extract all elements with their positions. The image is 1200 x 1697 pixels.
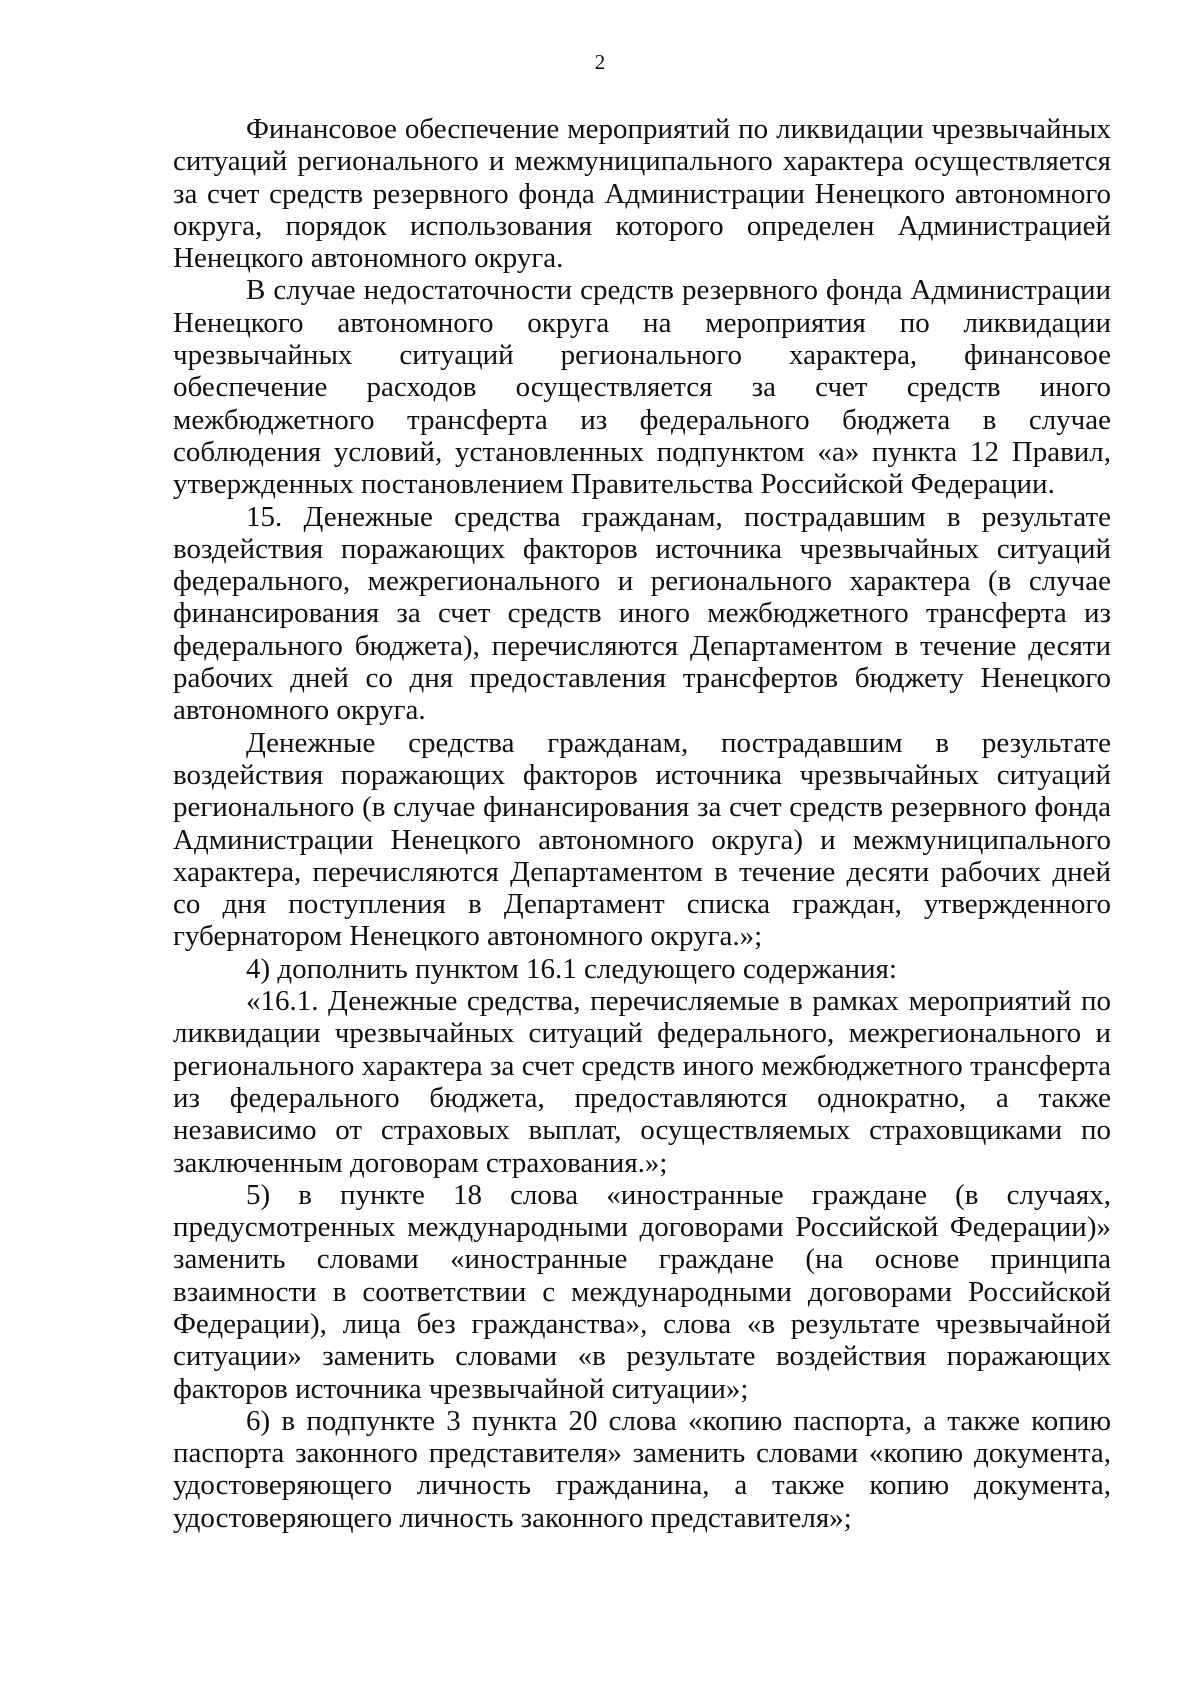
paragraph-insufficient-funds: В случае недостаточности средств резервного фонда Администрации Ненецкого автономного округа на мероприятия по ликвидации чрезвычайных ситуаций регионального характера, финансовое обеспечение расходов осуществляется за счет средств иного межбюджетного трансферта из федерального бюджета в случае соблюдения условий, установленных подпунктом «а» пункта 12 Правил, утвержденных постановлением Правительства Российской Федерации. <box>173 274 1111 501</box>
paragraph-amendment-4: 4) дополнить пунктом 16.1 следующего содержания: <box>246 952 897 985</box>
paragraph-item-15: 15. Денежные средства гражданам, пострадавшим в результате воздействия поражающих факторов источника чрезвычайных ситуаций федерального, межрегионального и регионального характера (в случае финансирования за счет средств иного межбюджетного трансферта из федерального бюджета), перечисляются Департаментом в течение десяти рабочих дней со дня предоставления трансфертов бюджету Ненецкого автономного округа. <box>173 500 1111 727</box>
document-body <box>173 113 1111 1534</box>
paragraph-financing: Финансовое обеспечение мероприятий по ликвидации чрезвычайных ситуаций регионального и межмуниципального характера осуществляется за счет средств резервного фонда Администрации Ненецкого автономного округа, порядок использования которого определен Администрацией Ненецкого автономного округа. <box>173 113 1111 275</box>
page-number: 2 <box>594 50 606 74</box>
paragraph-regional-payments: Денежные средства гражданам, пострадавшим в результате воздействия поражающих факторов источника чрезвычайных ситуаций регионального (в случае финансирования за счет средств резервного фонда Администрации Ненецкого автономного округа) и межмуниципального характера, перечисляются Департаментом в течение десяти рабочих дней со дня поступления в Департамент списка граждан, утвержденного губернатором Ненецкого автономного округа.»; <box>173 726 1111 953</box>
paragraph-amendment-6: 6) в подпункте 3 пункта 20 слова «копию паспорта, а также копию паспорта законного представителя» заменить словами «копию документа, удостоверяющего личность гражданина, а также копию документа, удостоверяющего личность законного представителя»; <box>173 1404 1111 1534</box>
paragraph-item-16-1: «16.1. Денежные средства, перечисляемые в рамках мероприятий по ликвидации чрезвычайных ситуаций федерального, межрегионального и регионального характера за счет средств иного межбюджетного трансферта из федерального бюджета, предоставляются однократно, а также независимо от страховых выплат, осуществляемых страховщиками по заключенным договорам страхования.»; <box>173 985 1111 1179</box>
paragraph-amendment-5: 5) в пункте 18 слова «иностранные граждане (в случаях, предусмотренных международными договорами Российской Федерации)» заменить словами «иностранные граждане (на основе принципа взаимности в соответствии с международными договорами Российской Федерации), лица без гражданства», слова «в результате чрезвычайной ситуации» заменить словами «в результате воздействия поражающих факторов источника чрезвычайной ситуации»; <box>173 1178 1111 1405</box>
